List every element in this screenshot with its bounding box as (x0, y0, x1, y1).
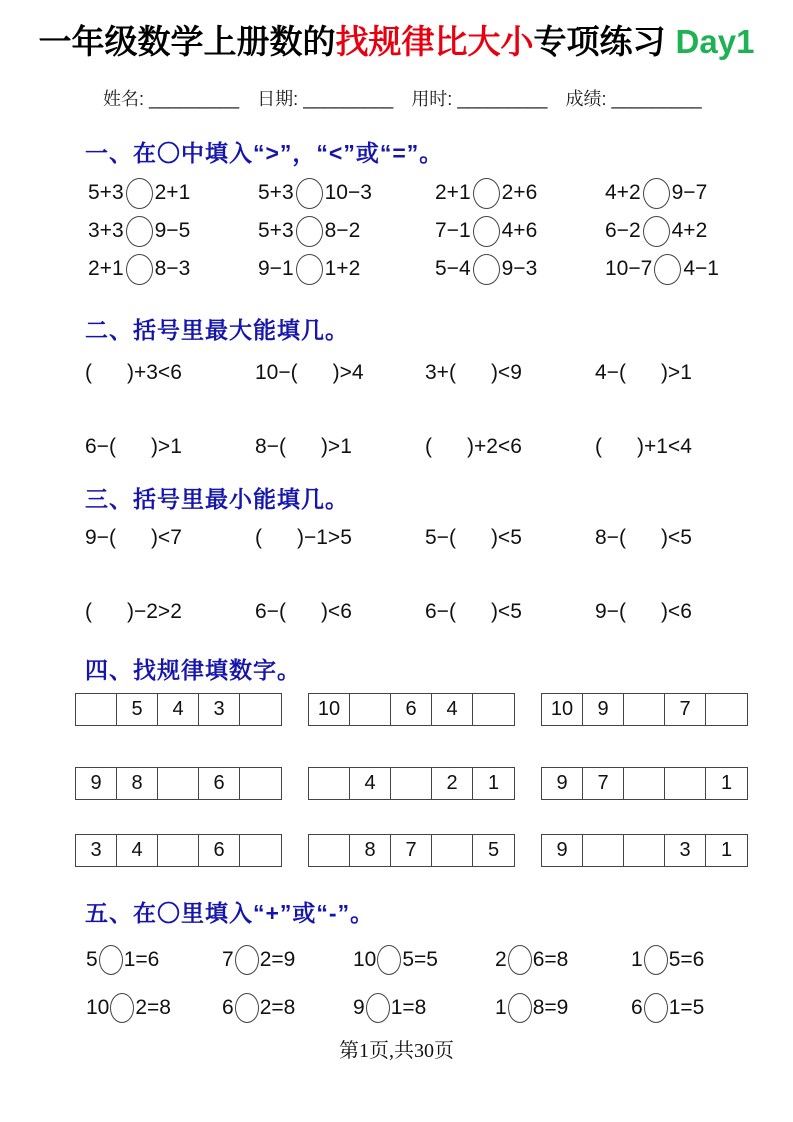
name-blank: _________ (149, 89, 240, 109)
left-expression: 5+3 (258, 219, 294, 242)
right-expression: 4+6 (501, 219, 538, 242)
sequence-cell: 7 (391, 835, 432, 866)
sequence-cell: 9 (542, 768, 583, 799)
sequence-cell: 7 (583, 768, 624, 799)
number-sequence-table (75, 767, 282, 800)
comparison-problem (258, 250, 435, 288)
sequence-cell: 1 (720, 772, 733, 794)
right-equation: 2=8 (259, 996, 296, 1019)
date-label: 日期: (257, 89, 299, 109)
right-equation: 1=6 (123, 948, 160, 971)
left-operand: 6 (222, 996, 234, 1019)
sequence-cell: 8 (350, 835, 391, 866)
sequence-cell: 4 (350, 768, 391, 799)
bracket-problem: 4−( )>1 (595, 361, 692, 384)
right-equation: 8=9 (532, 996, 569, 1019)
section5-problems-row2 (86, 988, 793, 1028)
comparison-problem (258, 212, 435, 250)
number-sequence-table (75, 834, 282, 867)
sequence-cell (158, 835, 199, 866)
operator-problem (86, 940, 222, 980)
right-expression: 8−3 (154, 257, 191, 280)
operator-circle (508, 993, 532, 1023)
left-expression: 5−4 (435, 257, 471, 280)
sequence-cell: 5 (487, 839, 500, 861)
left-expression: 6−2 (605, 219, 641, 242)
pattern-tables-row (75, 767, 793, 800)
operator-circle (235, 945, 259, 975)
sequence-cell (624, 694, 665, 725)
sequence-cell: 3 (76, 835, 117, 866)
number-sequence-table (541, 834, 748, 867)
sequence-cell (240, 694, 281, 725)
comparison-problem (88, 212, 258, 250)
sequence-cell: 6 (199, 835, 240, 866)
score-blank: _________ (611, 89, 702, 109)
bracket-problem: 9−( )<7 (85, 526, 182, 549)
sequence-cell: 5 (117, 694, 158, 725)
right-expression: 10−3 (324, 181, 372, 204)
sequence-cell: 9 (76, 768, 117, 799)
left-expression: 2+1 (88, 257, 124, 280)
left-operand: 2 (495, 948, 507, 971)
comparison-problem (88, 174, 258, 212)
right-equation: 6=8 (532, 948, 569, 971)
comparison-problem (258, 174, 435, 212)
sequence-cell (473, 694, 514, 725)
sequence-cell: 4 (432, 694, 473, 725)
sequence-cell: 7 (665, 694, 706, 725)
left-operand: 5 (86, 948, 98, 971)
sequence-cell: 4 (158, 694, 199, 725)
operator-circle (377, 945, 401, 975)
bracket-problem: 10−( )>4 (255, 361, 364, 384)
sequence-cell (309, 835, 350, 866)
title-day-badge: Day1 (675, 23, 755, 60)
left-expression: 5+3 (88, 181, 124, 204)
time-label: 用时: (411, 89, 453, 109)
left-expression: 4+2 (605, 181, 641, 204)
pattern-tables-row (75, 693, 793, 726)
sequence-cell (158, 768, 199, 799)
right-equation: 1=5 (668, 996, 705, 1019)
number-sequence-table (75, 693, 282, 726)
right-equation: 2=8 (135, 996, 171, 1019)
bracket-problem: ( )−2>2 (85, 600, 182, 623)
right-expression: 2+1 (154, 181, 191, 204)
number-sequence-table (308, 834, 515, 867)
sequence-cell: 1 (720, 839, 733, 861)
section3-problems (85, 518, 793, 632)
sequence-cell: 3 (665, 835, 706, 866)
number-sequence-table (541, 693, 748, 726)
right-expression: 9−3 (501, 257, 538, 280)
section3-heading: 三、括号里最小能填几。 (85, 486, 349, 512)
right-expression: 9−5 (154, 219, 191, 242)
left-expression: 5+3 (258, 181, 294, 204)
operator-problem (631, 940, 793, 980)
left-expression: 7−1 (435, 219, 471, 242)
student-info-row (103, 85, 793, 111)
left-operand: 10 (353, 948, 377, 971)
title-highlight-red: 找规律比大小 (335, 23, 534, 60)
operator-problem (353, 940, 495, 980)
answer-circle (643, 216, 670, 247)
left-operand: 6 (631, 996, 643, 1019)
sequence-cell (391, 768, 432, 799)
left-operand: 10 (86, 996, 110, 1019)
section4-heading: 四、找规律填数字。 (85, 657, 301, 683)
left-operand: 1 (495, 996, 507, 1019)
sequence-cell: 6 (199, 768, 240, 799)
operator-problem (86, 988, 222, 1028)
right-expression: 4+2 (671, 219, 708, 242)
name-field (103, 89, 239, 109)
answer-circle (126, 216, 153, 247)
sequence-cell: 6 (391, 694, 432, 725)
bracket-problem: ( )+2<6 (425, 435, 522, 458)
sequence-cell (309, 768, 350, 799)
operator-circle (366, 993, 390, 1023)
operator-problem (495, 940, 631, 980)
pattern-tables-row (75, 834, 793, 867)
sequence-cell (350, 694, 391, 725)
name-label: 姓名: (103, 89, 145, 109)
answer-circle (126, 254, 153, 285)
bracket-problem: 6−( )<5 (425, 600, 522, 623)
left-expression: 3+3 (88, 219, 124, 242)
comparison-problem (605, 212, 793, 250)
section2-heading: 二、括号里最大能填几。 (85, 317, 349, 343)
comparison-problem (605, 174, 793, 212)
sequence-cell (706, 694, 747, 725)
section5-problems-row1 (86, 940, 793, 980)
sequence-cell: 8 (117, 768, 158, 799)
comparison-problem (605, 250, 793, 288)
section2-problems (85, 353, 793, 467)
operator-circle (508, 945, 532, 975)
answer-circle (473, 178, 500, 209)
number-sequence-table (308, 693, 515, 726)
answer-circle (296, 178, 323, 209)
section1-problems (88, 174, 793, 288)
bracket-problem: 6−( )>1 (85, 435, 182, 458)
bracket-problem: 8−( )<5 (595, 526, 692, 549)
sequence-cell: 2 (432, 768, 473, 799)
answer-circle (296, 254, 323, 285)
left-operand: 7 (222, 948, 234, 971)
right-equation: 1=8 (390, 996, 427, 1019)
operator-circle (644, 945, 668, 975)
sequence-cell (665, 768, 706, 799)
number-sequence-table (541, 767, 748, 800)
right-equation: 2=9 (259, 948, 296, 971)
time-field (411, 89, 547, 109)
number-sequence-table (308, 767, 515, 800)
sequence-cell (583, 835, 624, 866)
time-blank: _________ (457, 89, 548, 109)
date-blank: _________ (303, 89, 394, 109)
sequence-cell: 4 (117, 835, 158, 866)
operator-problem (631, 988, 793, 1028)
page-title (8, 16, 785, 63)
bracket-problem: 5−( )<5 (425, 526, 522, 549)
right-expression: 4−1 (683, 257, 719, 280)
title-part3: 专项练习 (533, 23, 666, 60)
right-expression: 1+2 (324, 257, 361, 280)
right-expression: 9−7 (671, 181, 708, 204)
bracket-problem: 3+( )<9 (425, 361, 522, 384)
operator-circle (110, 993, 134, 1023)
operator-problem (222, 988, 353, 1028)
comparison-problem (88, 250, 258, 288)
bracket-problem: ( )−1>5 (255, 526, 352, 549)
score-field (565, 89, 701, 109)
sequence-cell: 10 (309, 694, 350, 725)
bracket-problem: 6−( )<6 (255, 600, 352, 623)
bracket-problem: ( )+3<6 (85, 361, 182, 384)
answer-circle (654, 254, 681, 285)
sequence-cell (624, 768, 665, 799)
sequence-cell (76, 694, 117, 725)
page-number: 第1页,共30页 (339, 1040, 454, 1062)
bracket-problem: 8−( )>1 (255, 435, 352, 458)
operator-circle (644, 993, 668, 1023)
operator-circle (235, 993, 259, 1023)
section1-heading: 一、在〇中填入“>”，“<”或“=”。 (85, 140, 444, 166)
bracket-problem: 9−( )<6 (595, 600, 692, 623)
answer-circle (473, 254, 500, 285)
operator-circle (99, 945, 123, 975)
answer-circle (473, 216, 500, 247)
section5-heading: 五、在〇里填入“+”或“-”。 (85, 900, 375, 926)
date-field (257, 89, 393, 109)
sequence-cell (624, 835, 665, 866)
sequence-cell: 9 (583, 694, 624, 725)
left-expression: 9−1 (258, 257, 294, 280)
bracket-problem: ( )+1<4 (595, 435, 692, 458)
left-expression: 2+1 (435, 181, 471, 204)
answer-circle (296, 216, 323, 247)
operator-problem (222, 940, 353, 980)
answer-circle (643, 178, 670, 209)
sequence-cell: 3 (199, 694, 240, 725)
right-equation: 5=5 (402, 948, 438, 971)
sequence-cell: 9 (542, 835, 583, 866)
comparison-problem (435, 174, 605, 212)
comparison-problem (435, 250, 605, 288)
right-expression: 8−2 (324, 219, 361, 242)
comparison-problem (435, 212, 605, 250)
left-operand: 9 (353, 996, 365, 1019)
title-part1: 一年级数学上册数的 (38, 23, 336, 60)
operator-problem (353, 988, 495, 1028)
sequence-cell: 10 (542, 694, 583, 725)
right-equation: 5=6 (668, 948, 705, 971)
left-expression: 10−7 (605, 257, 653, 280)
sequence-cell (432, 835, 473, 866)
sequence-cell: 1 (487, 772, 500, 794)
score-label: 成绩: (565, 89, 607, 109)
left-operand: 1 (631, 948, 643, 971)
sequence-cell (240, 835, 281, 866)
right-expression: 2+6 (501, 181, 538, 204)
operator-problem (495, 988, 631, 1028)
answer-circle (126, 178, 153, 209)
sequence-cell (240, 768, 281, 799)
